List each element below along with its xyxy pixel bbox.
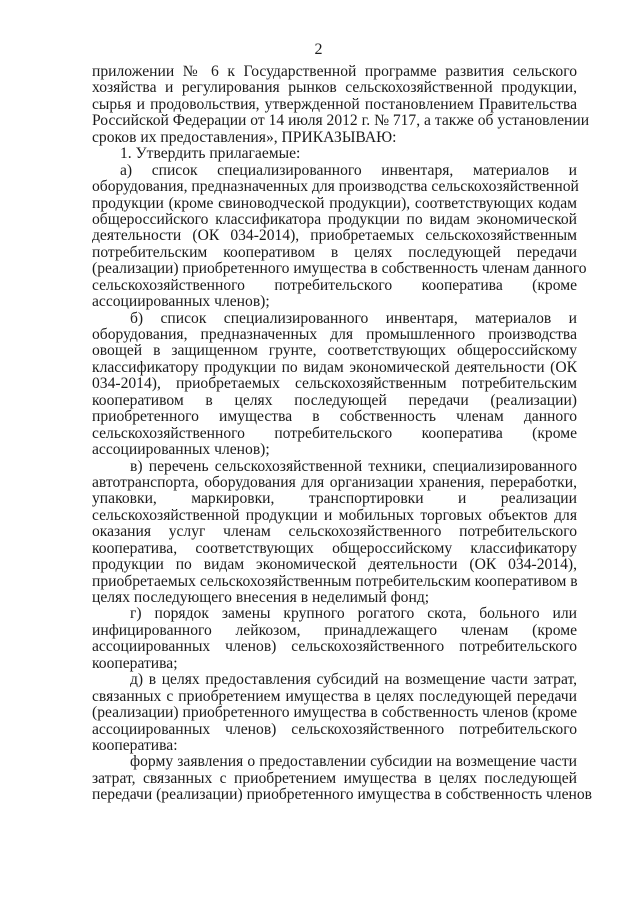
text-line: (реализации) приобретенного имущества в собственность членам данного [92,260,587,278]
text-line: сельскохозяйственного потребительского кооператива (кроме [92,276,577,294]
text-line: кооперативом в целях последующей передачи (реализации) [92,391,577,409]
text-line: кооператива, соответствующих общероссийскому классификатору [92,539,577,557]
text-line: передачи (реализации) приобретенного имущества в собственность членов [92,786,593,804]
text-line: сырья и продовольствия, утвержденной постановлением Правительства [92,95,577,113]
text-line: форму заявления о предоставлении субсидии на возмещение части [130,753,577,771]
text-line: 1. Утвердить прилагаемые: [120,145,301,163]
text-line: связанных с приобретением имущества в целях последующей передачи [92,687,577,705]
text-line: оборудования, предназначенных для промышленного производства [92,326,577,343]
text-line: д) в целях предоставления субсидий на возмещение части затрат, [130,671,577,689]
text-line: (реализации) приобретенного имущества в собственность членов (кроме [92,704,577,722]
text-line: г) порядок замены крупного рогатого скота, больного или [130,605,577,623]
text-line: автотранспорта, оборудования для организации хранения, переработки, [92,473,577,491]
text-line: ассоциированных членов); [92,293,270,311]
text-line: классификатору продукции по видам экономической деятельности (ОК [92,358,577,376]
text-line: сельскохозяйственной продукции и мобильных торговых объектов для [92,506,577,524]
text-line: оказания услуг членам сельскохозяйственного потребительского [92,523,577,541]
text-line: инфицированного лейкозом, принадлежащего членам (кроме [92,621,577,639]
text-line: сроков их предоставления», ПРИКАЗЫВАЮ: [92,128,397,146]
text-line: потребительским кооперативом в целях последующей передачи [92,243,577,261]
text-line: приложении № 6 к Государственной программе развития сельского [92,63,577,80]
text-line: б) список специализированного инвентаря, материалов и [130,309,577,327]
text-line: 034-2014), приобретаемых сельскохозяйственным потребительским [92,375,577,393]
text-line: кооператива; [92,654,178,672]
text-line: общероссийского классификатора продукции по видам экономической [92,210,577,228]
text-line: ассоциированных членов); [92,441,270,459]
text-line: продукции по видам экономической деятельности (ОК 034-2014), [92,556,577,574]
text-line: целях последующего внесения в неделимый фонд; [92,589,430,606]
text-line: овощей в защищенном грунте, соответствующих общероссийскому [92,342,577,360]
text-line: хозяйства и регулирования рынков сельскохозяйственной продукции, [92,79,577,97]
document-body [92,63,593,804]
page-number: 2 [314,41,323,58]
text-line: а) список специализированного инвентаря, материалов и [120,161,577,179]
text-line: Российской Федерации от 14 июля 2012 г. № 717, а также об установлении [92,112,590,130]
text-line: затрат, связанных с приобретением имущества в целях последующей [92,769,577,787]
text-line: кооператива: [92,736,178,754]
text-line: в) перечень сельскохозяйственной техники, специализированного [130,457,577,475]
text-line: деятельности (ОК 034-2014), приобретаемых сельскохозяйственным [92,227,577,245]
text-line: ассоциированных членов) сельскохозяйственного потребительского [92,720,577,738]
text-line: ассоциированных членов) сельскохозяйственного потребительского [92,638,577,656]
text-line: продукции (кроме свиноводческой продукции), соответствующих кодам [92,194,577,212]
text-line: сельскохозяйственного потребительского кооператива (кроме [92,424,577,442]
text-line: приобретаемых сельскохозяйственным потребительским кооперативом в [92,572,578,590]
text-line: упаковки, маркировки, транспортировки и реализации [92,490,577,508]
text-line: приобретенного имущества в собственность членам данного [92,408,577,426]
text-line: оборудования, предназначенных для производства сельскохозяйственной [92,178,579,196]
